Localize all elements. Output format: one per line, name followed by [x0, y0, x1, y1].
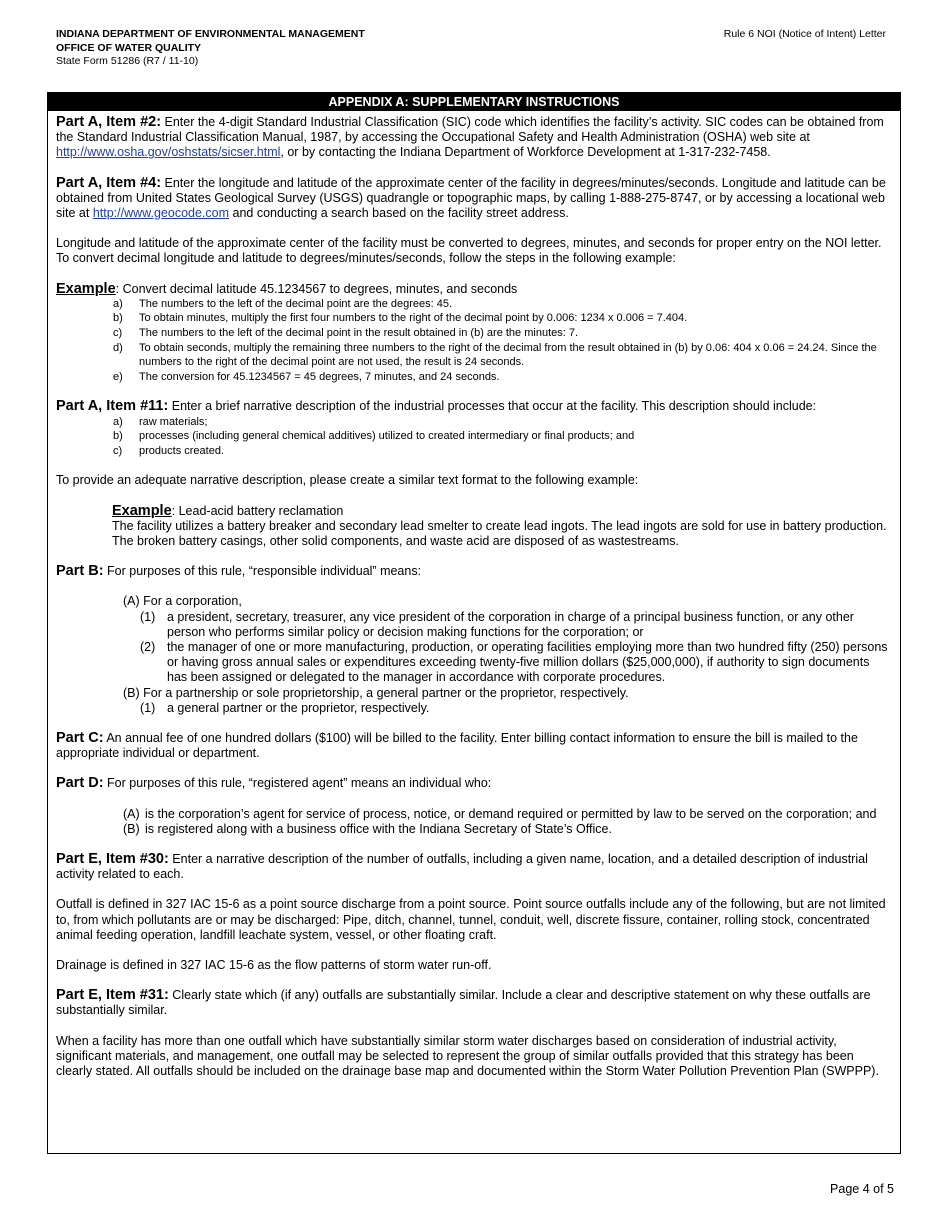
item31-heading: Part E, Item #31: — [56, 987, 169, 1004]
list-item: a) raw materials; — [113, 415, 208, 428]
example1-text: : Convert decimal latitude 45.1234567 to degrees, minutes, and seconds — [115, 281, 518, 296]
form-header — [56, 28, 365, 69]
osha-link[interactable]: http://www.osha.gov/oshstats/sicser.html — [56, 145, 281, 160]
item2-heading: Part A, Item #2: — [56, 114, 162, 130]
list-item: b) processes (including general chemical additives) utilized to created intermediary or final products; and — [113, 430, 635, 443]
list-item: (1) a president, secretary, treasurer, any vice president of the corporation in charge of a principal business function, or any other person who performs similar policy or decision making functions for the corporation; or — [140, 609, 854, 639]
appendix-title: APPENDIX A: SUPPLEMENTARY INSTRUCTIONS — [48, 93, 900, 111]
item4-text-end: and conducting a search based on the facility street address. — [229, 206, 569, 221]
conversion-paragraph: Longitude and latitude of the approximate center of the facility must be converted to degrees, minutes, and seconds for proper entry on the NOI letter. To convert decimal longitude and latitude to degrees/minutes/seconds, follow the steps in the following example: — [56, 236, 882, 266]
geocode-link[interactable]: http://www.geocode.com — [92, 206, 230, 221]
partC-heading: Part C: — [56, 730, 104, 747]
item2-text: Enter the 4-digit Standard Industrial Classification (SIC) code which identifies the facility’s activity. SIC codes can be obtained from the Standard Industrial Classification Manual, 1987, by accessing the Occupational Safety and Health Administration (OSHA) web site at — [56, 115, 884, 145]
page-number: Page 4 of 5 — [830, 1182, 894, 1196]
drainage-paragraph: Drainage is defined in 327 IAC 15-6 as the flow patterns of storm water run-off. — [56, 958, 492, 973]
list-item: (1) a general partner or the proprietor, respectively. — [140, 700, 430, 715]
partC-text: An annual fee of one hundred dollars ($100) will be billed to the facility. Enter billing contact information to ensure the bill is mailed to the appropriate individual or department. — [56, 731, 858, 761]
list-item: c) products created. — [113, 444, 224, 457]
example2-body: The facility utilizes a battery breaker and secondary lead smelter to create lead ingots. The lead ingots are sold for use in battery production. The broken battery casings, other solid components, and waste acid are disposed of as wastestreams. — [112, 518, 887, 548]
item30-heading: Part E, Item #30: — [56, 851, 169, 868]
list-item: e) The conversion for 45.1234567 = 45 degrees, 7 minutes, and 24 seconds. — [113, 370, 500, 383]
partD-text: For purposes of this rule, “registered agent” means an individual who: — [103, 776, 492, 791]
partB-text: For purposes of this rule, “responsible individual” means: — [103, 564, 422, 579]
example2-block — [56, 504, 891, 550]
example1-steps — [56, 297, 891, 385]
similar-outfalls-paragraph: When a facility has more than one outfall which have substantially similar storm water discharges based on consideration of industrial activity, significant materials, and management, one outfall may be selected to represent the group of similar outfalls provided that this strategy has been clearly stated. All outfalls should be included on the drainage base map and documented within the Storm Water Pollution Prevention Plan (SWPPP). — [56, 1033, 879, 1079]
item11-heading: Part A, Item #11: — [56, 398, 169, 415]
item2-paragraph — [56, 115, 891, 161]
form-number: State Form 51286 (R7 / 11-10) — [56, 55, 199, 67]
example2-label: Example — [112, 502, 172, 519]
partB-paragraph — [56, 564, 891, 579]
item31-text: Clearly state which (if any) outfalls are substantially similar. Include a clear and descriptive statement on why these outfalls are substantially similar. — [56, 988, 871, 1018]
item30-paragraph — [56, 852, 891, 882]
example2-text: : Lead-acid battery reclamation — [171, 503, 344, 518]
outfall-paragraph: Outfall is defined in 327 IAC 15-6 as a point source discharge from a point source. Point source outfalls include any of the following, but are not limited to, from which pollutants are or may be discharged: Pipe, ditch, channel, tunnel, conduit, well, discrete fissure, container, rolling stock, concentrated animal feeding operation, landfill leachate system, vessel, or other floating craft. — [56, 897, 886, 942]
agency-name: INDIANA DEPARTMENT OF ENVIRONMENTAL MANAGEMENT — [56, 28, 365, 40]
item30-text: Enter a narrative description of the number of outfalls, including a given name, location, and a detailed description of industrial activity related to each. — [56, 852, 868, 882]
example1-label: Example — [56, 280, 116, 297]
appendix-content — [48, 111, 900, 1079]
item2-text-end: , or by contacting the Indiana Department of Workforce Development at 1-317-232-7458. — [280, 145, 771, 160]
partD-heading: Part D: — [56, 775, 104, 792]
example1-title — [56, 282, 891, 297]
list-item: c) The numbers to the left of the decimal point in the result obtained in (b) are the minutes: 7. — [113, 327, 579, 340]
partB-heading: Part B: — [56, 563, 104, 580]
partB-A-label: (A) For a corporation, — [123, 594, 242, 609]
list-item: a) The numbers to the left of the decimal point are the degrees: 45. — [113, 297, 453, 310]
partB-B-label: (B) For a partnership or sole proprietorship, a general partner or the proprietor, respectively. — [123, 685, 629, 700]
item31-paragraph — [56, 988, 891, 1018]
partC-paragraph — [56, 731, 891, 761]
appendix-box — [47, 92, 901, 1154]
item4-text: Enter the longitude and latitude of the approximate center of the facility in degrees/minutes/seconds. Longitude and latitude can be obtained from United States Geological Survey (USGS) quadrangle or topographic maps, by calling 1-888-275-8747, or by accessing a locational web site at — [56, 175, 886, 221]
item11-text: Enter a brief narrative description of the industrial processes that occur at the facility. This description should include: — [168, 399, 817, 414]
item11-paragraph — [56, 399, 891, 414]
item4-heading: Part A, Item #4: — [56, 174, 162, 191]
narrative-paragraph: To provide an adequate narrative description, please create a similar text format to the following example: — [56, 473, 639, 488]
list-item: (B) is registered along with a business office with the Indiana Secretary of State’s Office. — [123, 821, 612, 836]
item11-list — [56, 415, 891, 459]
document-title: Rule 6 NOI (Notice of Intent) Letter — [723, 28, 886, 40]
list-item: b) To obtain minutes, multiply the first four numbers to the right of the decimal point by 0.006: 1234 x 0.006 = 7.404. — [113, 312, 688, 325]
list-item: d) To obtain seconds, multiply the remaining three numbers to the right of the decimal from the result obtained in (b) by 0.06: 404 x 0.06 = 24.24. Since the numbers to the right of the decimal point are not used, the result is 24 seconds. — [113, 341, 877, 369]
list-item: (A) is the corporation’s agent for service of process, notice, or demand required or permitted by law to be served on the corporation; and — [123, 806, 877, 821]
list-item: (2) the manager of one or more manufacturing, production, or operating facilities employing more than two hundred fifty (250) persons or having gross annual sales or expenditures exceeding twenty-five million dollars ($25,000,000), if authority to sign documents has been assigned or delegated to the manager in accordance with corporate procedures. — [140, 640, 888, 685]
example2-title — [112, 504, 891, 519]
partD-paragraph — [56, 776, 891, 791]
item4-paragraph — [56, 176, 891, 222]
office-name: OFFICE OF WATER QUALITY — [56, 41, 202, 54]
